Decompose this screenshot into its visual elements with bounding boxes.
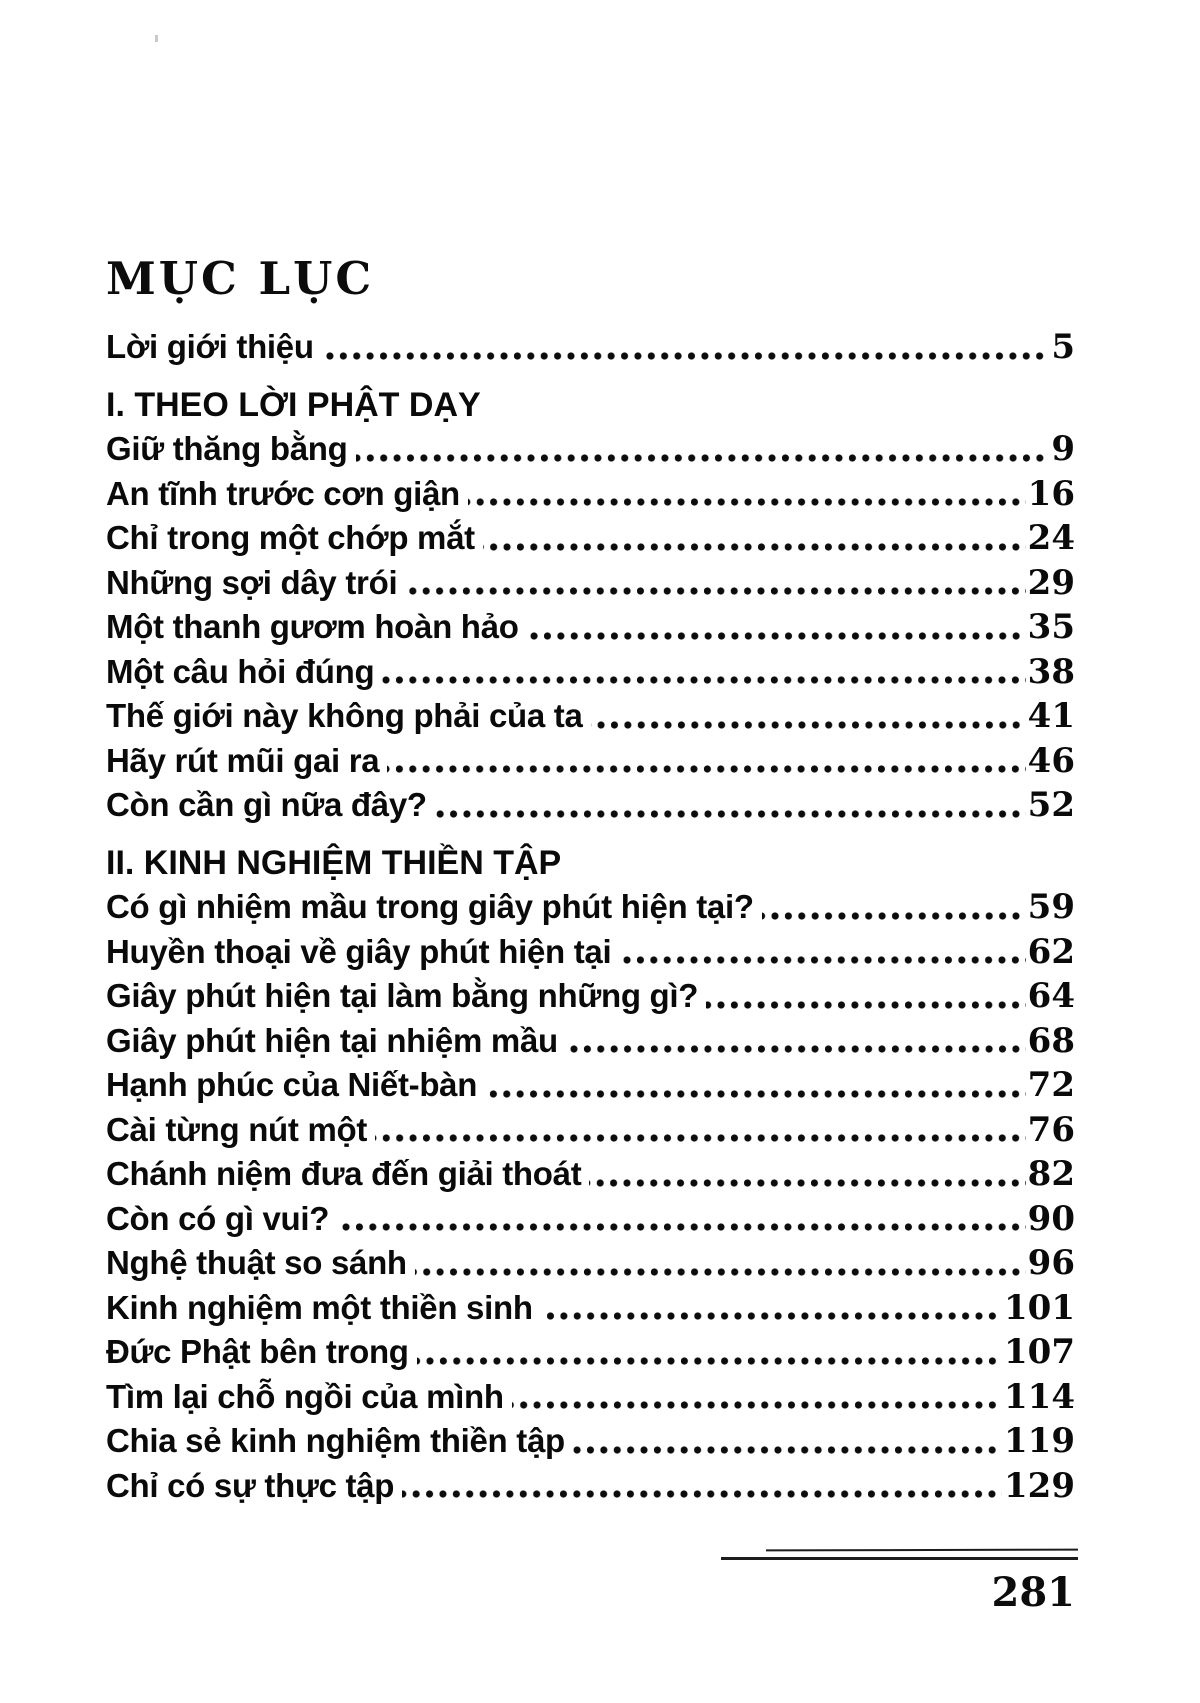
footer-rule-top — [766, 1549, 1078, 1552]
entry-label: Chỉ trong một chớp mắt — [106, 519, 475, 556]
entry-page-number: 107 — [1004, 1332, 1075, 1372]
dotted-leader — [407, 1241, 1028, 1286]
entry-page-number: 96 — [1027, 1243, 1075, 1283]
dotted-leader — [698, 974, 1028, 1019]
dotted-leader — [611, 930, 1027, 975]
entry-label: Nghệ thuật so sánh — [106, 1244, 407, 1281]
toc-entry — [106, 1330, 1075, 1375]
entry-page-number: 35 — [1027, 607, 1075, 647]
toc-entry — [106, 694, 1075, 739]
entry-page-number: 38 — [1027, 651, 1075, 692]
entry-page-number: 9 — [1051, 429, 1075, 469]
entry-label: Huyền thoại về giây phút hiện tại — [106, 932, 612, 970]
toc-list — [106, 325, 1075, 1508]
entry-page-number: 29 — [1027, 562, 1075, 603]
toc-entry — [106, 1241, 1075, 1286]
entry-label: Giây phút hiện tại nhiệm mầu — [106, 1021, 558, 1059]
entry-label: Đức Phật bên trong — [106, 1333, 409, 1370]
entry-page-number: 76 — [1027, 1109, 1075, 1150]
entry-page-number: 24 — [1027, 518, 1075, 558]
entry-page-number: 82 — [1027, 1154, 1075, 1194]
dotted-leader — [374, 650, 1027, 695]
section-heading-label: II. KINH NGHIỆM THIỀN TẬP — [106, 843, 562, 882]
toc-entry — [106, 930, 1075, 975]
entry-page-number: 101 — [1004, 1287, 1075, 1328]
toc-entry — [106, 650, 1075, 695]
toc-entry — [106, 1019, 1075, 1064]
entry-label: Một thanh gươm hoàn hảo — [106, 608, 519, 645]
toc-entry — [106, 1286, 1075, 1331]
toc-entry — [106, 1108, 1075, 1153]
toc-entry — [106, 783, 1075, 828]
toc-entry — [106, 1464, 1075, 1509]
dotted-leader — [519, 605, 1028, 650]
toc-entry — [106, 1197, 1075, 1242]
entry-label: Còn cần gì nữa đây? — [106, 786, 427, 823]
toc-entry — [106, 885, 1075, 930]
toc-entry — [106, 974, 1075, 1019]
footer-rule-bottom — [721, 1557, 1078, 1560]
toc-section-heading — [106, 841, 1075, 886]
dotted-leader — [314, 325, 1052, 370]
dotted-leader — [409, 1330, 1004, 1375]
entry-label: Cài từng nút một — [106, 1110, 368, 1148]
dotted-leader — [460, 472, 1028, 517]
dotted-leader — [504, 1375, 1004, 1420]
entry-label: Chia sẻ kinh nghiệm thiền tập — [106, 1422, 565, 1459]
section-heading-label: I. THEO LỜI PHẬT DẠY — [106, 385, 481, 424]
toc-entry — [106, 427, 1075, 472]
dotted-leader — [583, 694, 1028, 739]
toc-entry — [106, 472, 1075, 517]
entry-page-number: 72 — [1027, 1065, 1075, 1105]
dotted-leader — [379, 739, 1027, 784]
entry-label: An tĩnh trước cơn giận — [106, 474, 460, 512]
entry-label: Thế giới này không phải của ta — [106, 697, 583, 734]
toc-entry — [106, 1152, 1075, 1197]
entry-label: Một câu hỏi đúng — [106, 652, 375, 690]
entry-page-number: 46 — [1027, 740, 1075, 781]
toc-entry — [106, 516, 1075, 561]
toc-entry — [106, 1063, 1075, 1108]
toc-entry — [106, 605, 1075, 650]
entry-page-number: 59 — [1027, 887, 1075, 927]
entry-page-number: 129 — [1004, 1465, 1075, 1506]
page-number: 281 — [991, 1569, 1075, 1616]
entry-label: Hãy rút mũi gai ra — [106, 741, 380, 779]
dotted-leader — [558, 1019, 1028, 1064]
entry-label: Còn có gì vui? — [106, 1199, 330, 1237]
entry-page-number: 68 — [1027, 1020, 1075, 1061]
toc-section-heading — [106, 383, 1075, 428]
entry-label: Kinh nghiệm một thiền sinh — [106, 1288, 533, 1326]
toc-entry — [106, 1375, 1075, 1420]
toc-entry — [106, 561, 1075, 606]
dotted-leader — [533, 1286, 1004, 1331]
entry-page-number: 119 — [1004, 1421, 1075, 1461]
entry-label: Những sợi dây trói — [106, 563, 398, 601]
entry-label: Chánh niệm đưa đến giải thoát — [106, 1155, 582, 1192]
toc-entry — [106, 1419, 1075, 1464]
entry-label: Giây phút hiện tại làm bằng những gì? — [106, 977, 699, 1014]
scan-speck — [155, 35, 158, 42]
entry-page-number: 16 — [1027, 473, 1075, 514]
dotted-leader — [394, 1464, 1004, 1509]
dotted-leader — [581, 1152, 1027, 1197]
entry-label: Tìm lại chỗ ngồi của mình — [106, 1377, 504, 1415]
entry-page-number: 52 — [1027, 785, 1075, 825]
toc-entry — [106, 739, 1075, 784]
entry-label: Có gì nhiệm mầu trong giây phút hiện tại? — [106, 888, 754, 925]
dotted-leader — [367, 1108, 1028, 1153]
entry-label: Giữ thăng bằng — [106, 430, 348, 467]
dotted-leader — [565, 1419, 1004, 1464]
entry-page-number: 114 — [1004, 1376, 1075, 1417]
toc-entry — [106, 325, 1075, 370]
entry-page-number: 41 — [1027, 696, 1075, 736]
dotted-leader — [477, 1063, 1028, 1108]
dotted-leader — [754, 885, 1028, 930]
dotted-leader — [348, 427, 1052, 472]
dotted-leader — [397, 561, 1027, 606]
entry-page-number: 62 — [1027, 931, 1075, 972]
dotted-leader — [475, 516, 1028, 561]
page-title: MỤC LỤC — [106, 252, 375, 306]
dotted-leader — [427, 783, 1028, 828]
entry-label: Chỉ có sự thực tập — [106, 1466, 395, 1504]
entry-page-number: 64 — [1027, 976, 1075, 1016]
entry-label: Lời giới thiệu — [106, 328, 314, 365]
entry-page-number: 5 — [1051, 327, 1075, 367]
dotted-leader — [329, 1197, 1028, 1242]
entry-page-number: 90 — [1027, 1198, 1075, 1239]
entry-label: Hạnh phúc của Niết-bàn — [106, 1066, 478, 1103]
